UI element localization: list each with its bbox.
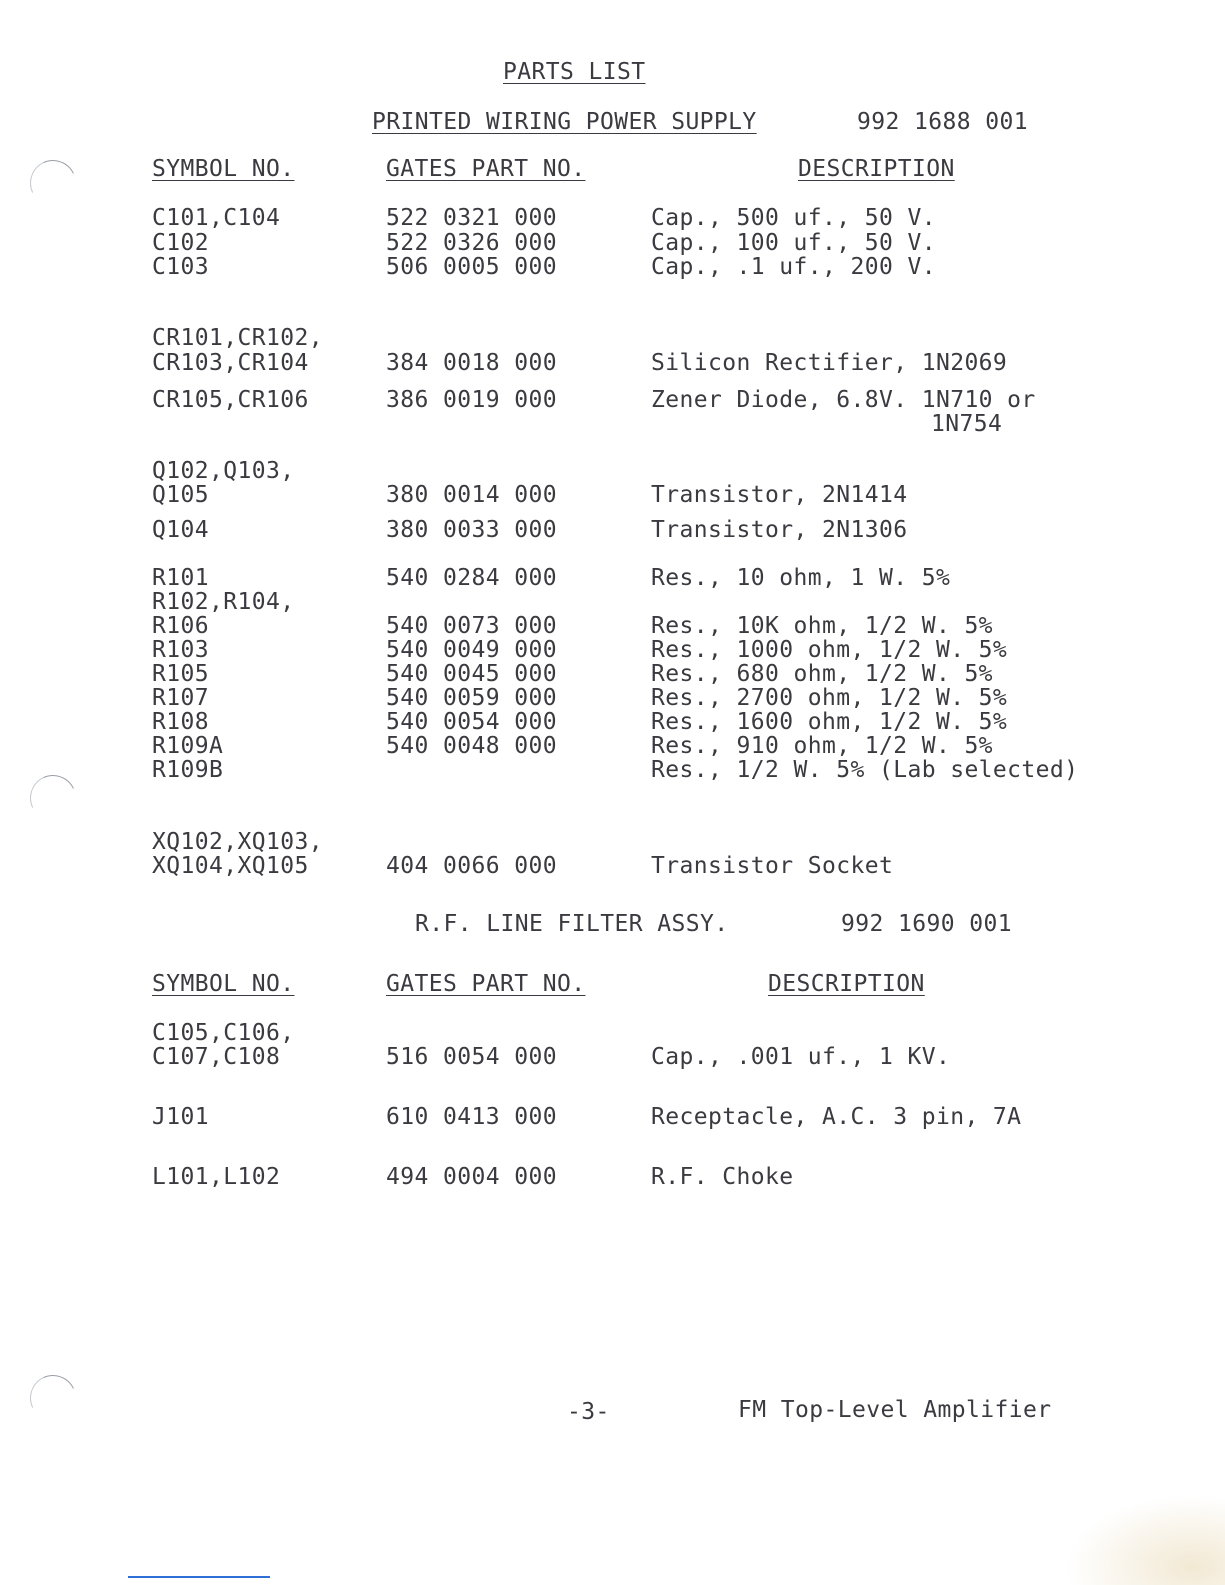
part-number-cell: 540 0045 000 xyxy=(386,661,557,687)
part-number-cell: 610 0413 000 xyxy=(386,1104,557,1130)
column-header-symbol-2: SYMBOL NO. xyxy=(152,971,295,997)
part-number-cell: 516 0054 000 xyxy=(386,1044,557,1070)
column-header-symbol: SYMBOL NO. xyxy=(152,156,295,182)
symbol-cell: C103 xyxy=(152,254,209,280)
symbol-cell: CR101,CR102, xyxy=(152,325,323,351)
description-cell: Res., 2700 ohm, 1/2 W. 5% xyxy=(651,685,1008,711)
column-header-description: DESCRIPTION xyxy=(798,156,955,182)
symbol-cell: R105 xyxy=(152,661,209,687)
description-cell: R.F. Choke xyxy=(651,1164,794,1190)
part-number-cell: 522 0321 000 xyxy=(386,205,557,231)
column-header-description-2: DESCRIPTION xyxy=(768,971,925,997)
footer-title: FM Top-Level Amplifier xyxy=(738,1397,1052,1423)
description-cell: Res., 910 ohm, 1/2 W. 5% xyxy=(651,733,993,759)
part-number-cell: 540 0059 000 xyxy=(386,685,557,711)
binder-hole-top xyxy=(24,154,83,213)
symbol-cell: J101 xyxy=(152,1104,209,1130)
symbol-cell: CR103,CR104 xyxy=(152,350,309,376)
part-number-cell: 540 0048 000 xyxy=(386,733,557,759)
description-cell: Zener Diode, 6.8V. 1N710 or xyxy=(651,387,1036,413)
part-number-cell: 540 0073 000 xyxy=(386,613,557,639)
symbol-cell: Q105 xyxy=(152,482,209,508)
part-number-cell: 404 0066 000 xyxy=(386,853,557,879)
symbol-cell: C102 xyxy=(152,230,209,256)
part-number-cell: 540 0049 000 xyxy=(386,637,557,663)
description-cell: 1N754 xyxy=(931,411,1003,437)
description-cell: Silicon Rectifier, 1N2069 xyxy=(651,350,1008,376)
section2-title: R.F. LINE FILTER ASSY. xyxy=(415,911,729,937)
binder-hole-middle xyxy=(24,769,83,828)
part-number-cell: 380 0033 000 xyxy=(386,517,557,543)
symbol-cell: C107,C108 xyxy=(152,1044,281,1070)
symbol-cell: Q104 xyxy=(152,517,209,543)
symbol-cell: R101 xyxy=(152,565,209,591)
description-cell: Cap., 100 uf., 50 V. xyxy=(651,230,936,256)
binder-hole-bottom xyxy=(24,1369,83,1428)
column-header-part: GATES PART NO. xyxy=(386,156,586,182)
part-number-cell: 522 0326 000 xyxy=(386,230,557,256)
symbol-cell: L101,L102 xyxy=(152,1164,281,1190)
symbol-cell: Q102,Q103, xyxy=(152,458,295,484)
description-cell: Res., 680 ohm, 1/2 W. 5% xyxy=(651,661,993,687)
symbol-cell: C105,C106, xyxy=(152,1020,295,1046)
section2-number: 992 1690 001 xyxy=(841,911,1012,937)
description-cell: Cap., .1 uf., 200 V. xyxy=(651,254,936,280)
part-number-cell: 384 0018 000 xyxy=(386,350,557,376)
part-number-cell: 386 0019 000 xyxy=(386,387,557,413)
description-cell: Receptacle, A.C. 3 pin, 7A xyxy=(651,1104,1022,1130)
part-number-cell: 540 0284 000 xyxy=(386,565,557,591)
blue-underline-mark xyxy=(128,1576,270,1578)
symbol-cell: R106 xyxy=(152,613,209,639)
symbol-cell: CR105,CR106 xyxy=(152,387,309,413)
paper-stain xyxy=(1065,1495,1225,1585)
page-number: -3- xyxy=(567,1399,610,1425)
symbol-cell: R109A xyxy=(152,733,224,759)
symbol-cell: R108 xyxy=(152,709,209,735)
symbol-cell: XQ102,XQ103, xyxy=(152,829,323,855)
document-title: PARTS LIST xyxy=(503,59,646,85)
symbol-cell: R103 xyxy=(152,637,209,663)
description-cell: Cap., .001 uf., 1 KV. xyxy=(651,1044,951,1070)
description-cell: Transistor, 2N1306 xyxy=(651,517,908,543)
description-cell: Cap., 500 uf., 50 V. xyxy=(651,205,936,231)
symbol-cell: R102,R104, xyxy=(152,589,295,615)
section1-number: 992 1688 001 xyxy=(857,109,1028,135)
part-number-cell: 540 0054 000 xyxy=(386,709,557,735)
description-cell: Transistor, 2N1414 xyxy=(651,482,908,508)
description-cell: Res., 1600 ohm, 1/2 W. 5% xyxy=(651,709,1008,735)
description-cell: Res., 1000 ohm, 1/2 W. 5% xyxy=(651,637,1008,663)
description-cell: Res., 10 ohm, 1 W. 5% xyxy=(651,565,951,591)
section1-title: PRINTED WIRING POWER SUPPLY xyxy=(372,109,757,135)
description-cell: Res., 10K ohm, 1/2 W. 5% xyxy=(651,613,993,639)
symbol-cell: R107 xyxy=(152,685,209,711)
symbol-cell: XQ104,XQ105 xyxy=(152,853,309,879)
description-cell: Res., 1/2 W. 5% (Lab selected) xyxy=(651,757,1079,783)
part-number-cell: 380 0014 000 xyxy=(386,482,557,508)
symbol-cell: R109B xyxy=(152,757,224,783)
part-number-cell: 494 0004 000 xyxy=(386,1164,557,1190)
column-header-part-2: GATES PART NO. xyxy=(386,971,586,997)
part-number-cell: 506 0005 000 xyxy=(386,254,557,280)
symbol-cell: C101,C104 xyxy=(152,205,281,231)
description-cell: Transistor Socket xyxy=(651,853,894,879)
